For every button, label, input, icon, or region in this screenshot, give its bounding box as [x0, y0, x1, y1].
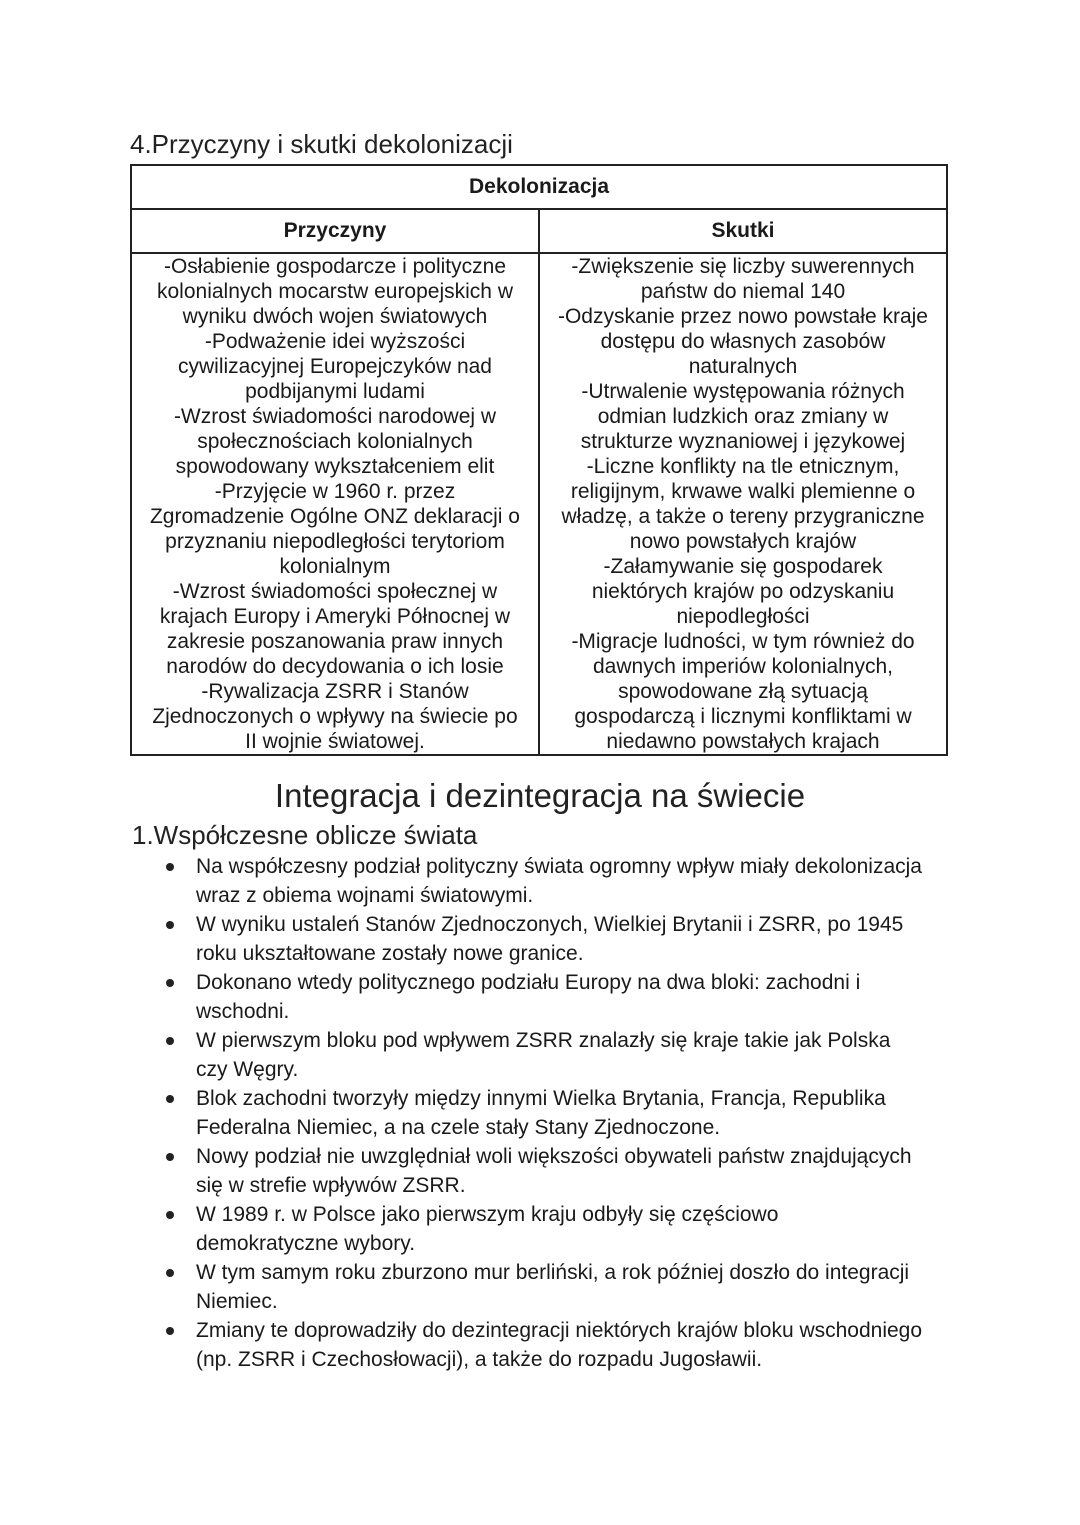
cause-line: Zgromadzenie Ogólne ONZ deklaracji o	[149, 505, 520, 528]
list-item-text: W pierwszym bloku pod wpływem ZSRR znalazły się kraje takie jak Polska	[196, 1029, 891, 1052]
bullet-icon	[166, 921, 174, 929]
cause-line: narodów do decydowania o ich losie	[166, 655, 504, 678]
cause-line: -Osłabienie gospodarcze i polityczne	[163, 255, 507, 278]
effect-line: -Załamywanie się gospodarek	[603, 555, 883, 578]
bullet-icon	[166, 1269, 174, 1277]
effect-line: spowodowane złą sytuacją	[618, 680, 868, 703]
effect-line: -Migracje ludności, w tym również do	[571, 630, 915, 653]
bullet-icon	[166, 979, 174, 987]
cause-line: zakresie poszanowania praw innych	[166, 630, 504, 653]
effect-line: państw do niemal 140	[640, 280, 846, 303]
list-item	[160, 1200, 960, 1258]
effect-line: -Zwiększenie się liczby suwerennych	[571, 255, 915, 278]
list-item	[160, 1084, 960, 1142]
sub-heading: 1.Współczesne oblicze świata	[132, 820, 478, 850]
bullet-icon	[166, 1211, 174, 1219]
cause-line: cywilizacyjnej Europejczyków nad	[178, 355, 492, 378]
bullet-list	[160, 852, 960, 1374]
bullet-icon	[166, 863, 174, 871]
list-item-text: wraz z obiema wojnami światowymi.	[196, 884, 534, 907]
effect-line: dostępu do własnych zasobów	[600, 330, 886, 353]
effect-line: religijnym, krwawe walki plemienne o	[570, 480, 916, 503]
list-item	[160, 852, 960, 910]
effect-line: gospodarczą i licznymi konfliktami w	[574, 705, 912, 728]
list-item	[160, 1316, 960, 1374]
bullet-icon	[166, 1327, 174, 1335]
cause-line: -Przyjęcie w 1960 r. przez	[214, 480, 456, 503]
effects-cell	[539, 253, 947, 755]
list-item-text: czy Węgry.	[196, 1058, 299, 1081]
list-item-text: Na współczesny podział polityczny świata ogromny wpływ miały dekolonizacja	[196, 855, 922, 878]
section-heading: 4.Przyczyny i skutki dekolonizacji	[130, 129, 513, 159]
causes-cell	[131, 253, 539, 755]
main-title: Integracja i dezintegracja na świecie	[274, 777, 806, 814]
bullet-icon	[166, 1037, 174, 1045]
list-item-text: Dokonano wtedy politycznego podziału Europy na dwa bloki: zachodni i	[196, 971, 861, 994]
effect-line: nowo powstałych krajów	[629, 530, 857, 553]
list-item	[160, 1026, 960, 1084]
decolonization-table	[130, 164, 948, 756]
effect-line: niedawno powstałych krajach	[606, 730, 880, 753]
effect-line: odmian ludzkich oraz zmiany w	[597, 405, 889, 428]
list-item-text: wschodni.	[196, 1000, 290, 1023]
column-header-effects: Skutki	[539, 209, 947, 253]
cause-line: -Rywalizacja ZSRR i Stanów	[201, 680, 469, 703]
list-item-text: demokratyczne wybory.	[196, 1232, 416, 1255]
list-item-text: Niemiec.	[196, 1290, 278, 1313]
list-item-text: Federalna Niemiec, a na czele stały Stany Zjednoczone.	[196, 1116, 721, 1139]
effect-line: niektórych krajów po odzyskaniu	[591, 580, 895, 603]
cause-line: podbijanymi ludami	[245, 380, 425, 403]
list-item	[160, 1258, 960, 1316]
cause-line: kolonialnym	[279, 555, 391, 578]
cause-line: II wojnie światowej.	[245, 730, 425, 753]
effect-line: niepodległości	[676, 605, 810, 628]
effect-line: naturalnych	[688, 355, 798, 378]
cause-line: kolonialnych mocarstw europejskich w	[157, 280, 513, 303]
list-item-text: się w strefie wpływów ZSRR.	[196, 1174, 466, 1197]
list-item-text: Nowy podział nie uwzględniał woli większości obywateli państw znajdujących	[196, 1145, 912, 1168]
bullet-icon	[166, 1095, 174, 1103]
table-title: Dekolonizacja	[131, 165, 947, 209]
list-item-text: Blok zachodni tworzyły między innymi Wielka Brytania, Francja, Republika	[196, 1087, 886, 1110]
effect-line: dawnych imperiów kolonialnych,	[593, 655, 893, 678]
effect-line: strukturze wyznaniowej i językowej	[580, 430, 906, 453]
list-item-text: roku ukształtowane zostały nowe granice.	[196, 942, 584, 965]
list-item	[160, 910, 960, 968]
list-item-text: Zmiany te doprowadziły do dezintegracji niektórych krajów bloku wschodniego	[196, 1319, 923, 1342]
effect-line: -Utrwalenie występowania różnych	[581, 380, 905, 403]
cause-line: -Wzrost świadomości społecznej w	[172, 580, 498, 603]
bullet-icon	[166, 1153, 174, 1161]
list-item-text: W 1989 r. w Polsce jako pierwszym kraju odbyły się częściowo	[196, 1203, 779, 1226]
list-item-text: W wyniku ustaleń Stanów Zjednoczonych, Wielkiej Brytanii i ZSRR, po 1945	[196, 913, 904, 936]
column-header-causes: Przyczyny	[131, 209, 539, 253]
cause-line: -Wzrost świadomości narodowej w	[173, 405, 497, 428]
list-item	[160, 1142, 960, 1200]
cause-line: Zjednoczonych o wpływy na świecie po	[152, 705, 518, 728]
effect-line: -Liczne konflikty na tle etnicznym,	[586, 455, 900, 478]
cause-line: krajach Europy i Ameryki Północnej w	[159, 605, 511, 628]
cause-line: spowodowany wykształceniem elit	[175, 455, 495, 478]
list-item	[160, 968, 960, 1026]
cause-line: przyznaniu niepodległości terytoriom	[165, 530, 505, 553]
list-item-text: (np. ZSRR i Czechosłowacji), a także do rozpadu Jugosławii.	[196, 1348, 763, 1371]
cause-line: społecznościach kolonialnych	[197, 430, 473, 453]
cause-line: wyniku dwóch wojen światowych	[182, 305, 488, 328]
effect-line: -Odzyskanie przez nowo powstałe kraje	[557, 305, 928, 328]
cause-line: -Podważenie idei wyższości	[204, 330, 466, 353]
effect-line: władzę, a także o tereny przygraniczne	[561, 505, 925, 528]
list-item-text: W tym samym roku zburzono mur berliński, a rok później doszło do integracji	[196, 1261, 910, 1284]
